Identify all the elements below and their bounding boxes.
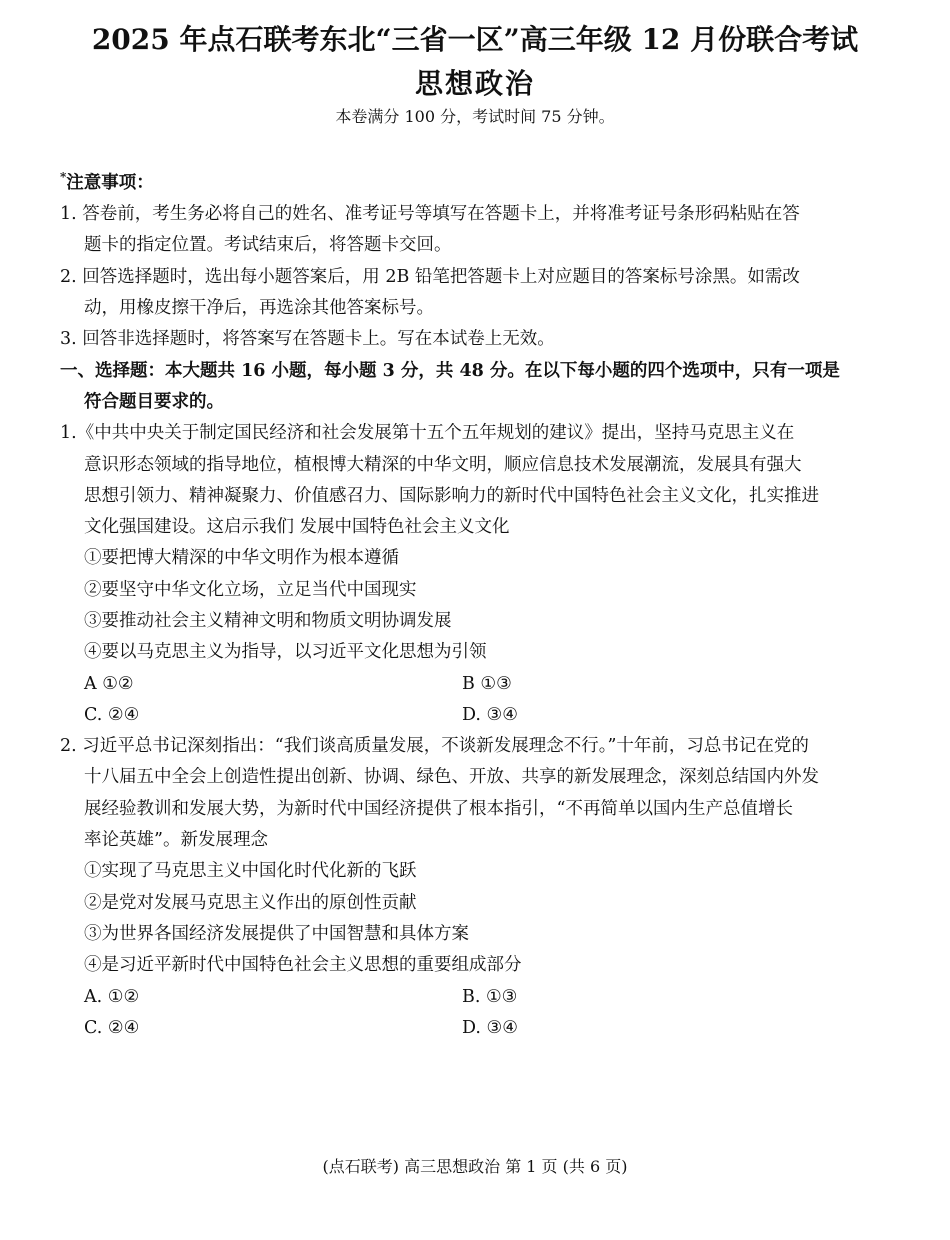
notice-item-1-cont: 题卡的指定位置。考试结束后，将答题卡交回。 (84, 235, 452, 256)
statement-item: ②是党对发展马克思主义作出的原创性贡献 (84, 892, 417, 913)
question-stem-line: 文化强国建设。这启示我们 发展中国特色社会主义文化 (84, 517, 510, 538)
question-stem-line: 展经验教训和发展大势，为新时代中国经济提供了根本指引，“不再简单以国内生产总值增长 (84, 798, 793, 819)
question-stem-line: 率论英雄”。新发展理念 (84, 830, 268, 851)
statement-item: ①要把博大精深的中华文明作为根本遵循 (84, 548, 399, 569)
question-stem-line: 意识形态领域的指导地位，植根博大精深的中华文明，顺应信息技术发展潮流，发展具有强大 (84, 454, 802, 475)
exam-body (60, 162, 890, 1044)
statement-item: ③为世界各国经济发展提供了中国智慧和具体方案 (84, 923, 469, 944)
statement-item: ③要推动社会主义精神文明和物质文明协调发展 (84, 610, 452, 631)
option-b: B. ①③ (462, 986, 518, 1007)
question-2 (60, 731, 890, 1044)
section-heading-cont: 符合题目要求的。 (84, 391, 224, 412)
statement-item: ④是习近平新时代中国特色社会主义思想的重要组成部分 (84, 955, 522, 976)
statement-item: ②要坚守中华文化立场，立足当代中国现实 (84, 579, 417, 600)
option-d: D. ③④ (462, 704, 518, 725)
statement-item: ①实现了马克思主义中国化时代化新的飞跃 (84, 861, 417, 882)
notice-heading: *注意事项： (60, 170, 154, 193)
question-stem-line: 十八届五中全会上创造性提出创新、协调、绿色、开放、共享的新发展理念，深刻总结国内外发 (84, 767, 819, 788)
exam-subject: 思想政治 (414, 67, 535, 100)
section-heading: 一、选择题：本大题共 16 小题，每小题 3 分，共 48 分。在以下每小题的四个选项中，只有一项是 (60, 360, 840, 381)
option-d: D. ③④ (462, 1017, 518, 1038)
options-row (60, 669, 890, 700)
notice-item-2: 2. 回答选择题时，选出每小题答案后，用 2B 铅笔把答题卡上对应题目的答案标号涂黑。如需改 (60, 266, 800, 287)
option-c: C. ②④ (84, 1017, 140, 1038)
notice-item-2-cont: 动，用橡皮擦干净后，再选涂其他答案标号。 (84, 298, 434, 319)
notice-item-3: 3. 回答非选择题时，将答案写在答题卡上。写在本试卷上无效。 (60, 329, 555, 350)
options-row (60, 1013, 890, 1044)
options-row (60, 700, 890, 731)
question-1 (60, 418, 890, 731)
question-stem-line: 思想引领力、精神凝聚力、价值感召力、国际影响力的新时代中国特色社会主义文化，扎实推进 (84, 485, 819, 506)
asterisk-mark: * (60, 170, 67, 184)
exam-meta: 本卷满分 100 分，考试时间 75 分钟。 (335, 107, 615, 126)
option-a: A ①② (84, 673, 134, 694)
options-row (60, 982, 890, 1013)
option-b: B ①③ (462, 673, 512, 694)
option-a: A. ①② (84, 986, 140, 1007)
option-c: C. ②④ (84, 704, 140, 725)
question-stem-line: 2. 习近平总书记深刻指出：“我们谈高质量发展，不谈新发展理念不行。”十年前，习总书记在党的 (60, 736, 809, 757)
page-footer: (点石联考) 高三思想政治 第 1 页 (共 6 页) (322, 1157, 628, 1176)
question-stem-line: 1.《中共中央关于制定国民经济和社会发展第十五个五年规划的建议》提出，坚持马克思主义在 (60, 423, 795, 444)
statement-item: ④要以马克思主义为指导，以习近平文化思想为引领 (84, 642, 487, 663)
notice-item-1: 1. 答卷前，考生务必将自己的姓名、准考证号等填写在答题卡上，并将准考证号条形码粘贴在答 (60, 204, 800, 225)
exam-title: 2025 年点石联考东北“三省一区”高三年级 12 月份联合考试 (91, 23, 859, 56)
